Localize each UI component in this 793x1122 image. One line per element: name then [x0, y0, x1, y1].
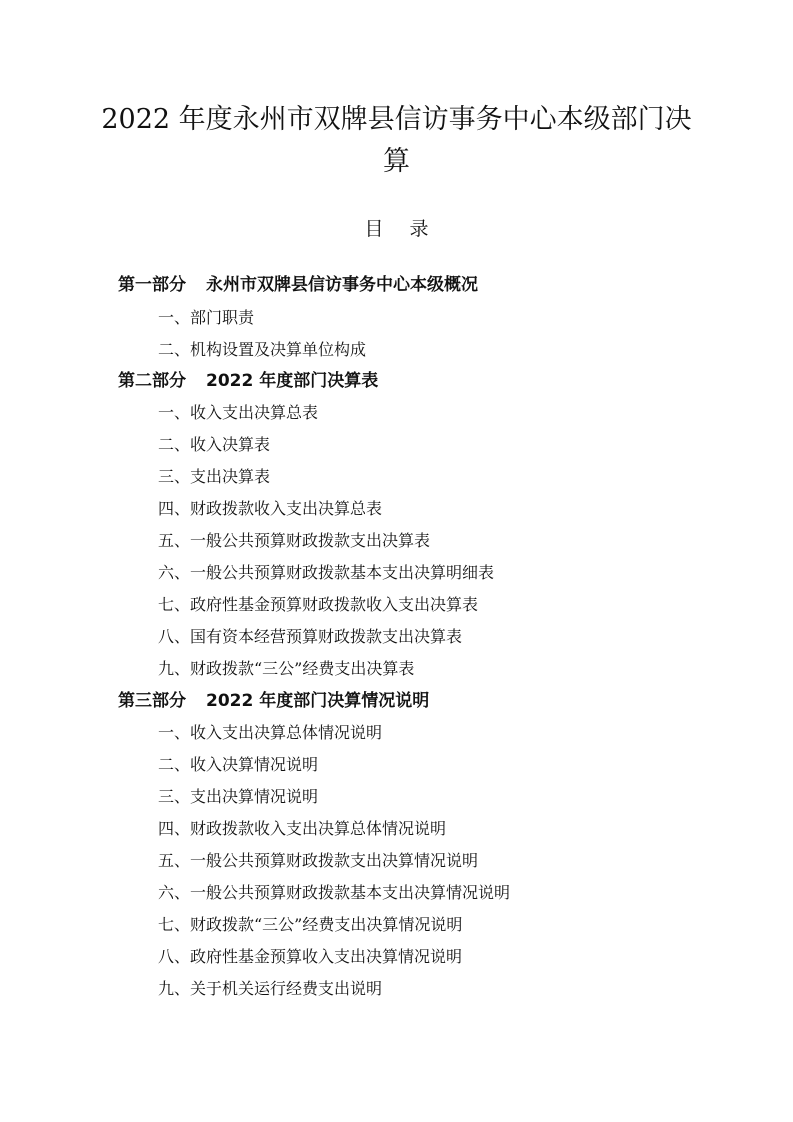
- toc-heading: 目 录: [364, 218, 439, 240]
- document-title-line-1: 2022 年度永州市双牌县信访事务中心本级部门决: [101, 104, 692, 135]
- toc-item[interactable]: 九、关于机关运行经费支出说明: [158, 979, 383, 998]
- toc-item[interactable]: 四、财政拨款收入支出决算总体情况说明: [158, 819, 447, 838]
- toc-item[interactable]: 五、一般公共预算财政拨款支出决算情况说明: [158, 851, 479, 870]
- toc-item[interactable]: 八、政府性基金预算收入支出决算情况说明: [158, 947, 463, 966]
- toc-item[interactable]: 三、支出决算表: [158, 467, 271, 486]
- toc-item[interactable]: 七、政府性基金预算财政拨款收入支出决算表: [158, 595, 479, 614]
- toc-part-number: 第一部分: [118, 275, 186, 295]
- document-title-line-2: 算: [383, 146, 410, 177]
- toc-item[interactable]: 二、收入决算情况说明: [158, 755, 319, 774]
- toc-item[interactable]: 五、一般公共预算财政拨款支出决算表: [158, 531, 431, 550]
- toc-item[interactable]: 八、国有资本经营预算财政拨款支出决算表: [158, 627, 463, 646]
- toc-item[interactable]: 一、部门职责: [158, 308, 255, 327]
- toc-item[interactable]: 四、财政拨款收入支出决算总表: [158, 499, 383, 518]
- toc-part-1[interactable]: [118, 273, 478, 297]
- toc-item[interactable]: 一、收入支出决算总体情况说明: [158, 723, 383, 742]
- toc-part-title: 2022 年度部门决算表: [206, 371, 379, 391]
- toc-item[interactable]: 一、收入支出决算总表: [158, 403, 319, 422]
- toc-item[interactable]: 六、一般公共预算财政拨款基本支出决算明细表: [158, 563, 495, 582]
- toc-item[interactable]: 三、支出决算情况说明: [158, 787, 319, 806]
- toc-item[interactable]: 七、财政拨款“三公”经费支出决算情况说明: [158, 915, 463, 934]
- toc-part-3[interactable]: [118, 689, 429, 713]
- toc-part-number: 第三部分: [118, 691, 186, 711]
- toc-part-2[interactable]: [118, 369, 378, 393]
- toc-item[interactable]: 六、一般公共预算财政拨款基本支出决算情况说明: [158, 883, 511, 902]
- toc-part-title: 永州市双牌县信访事务中心本级概况: [206, 275, 478, 295]
- toc-item[interactable]: 二、收入决算表: [158, 435, 271, 454]
- toc-part-number: 第二部分: [118, 371, 186, 391]
- toc-item[interactable]: 二、机构设置及决算单位构成: [158, 340, 367, 359]
- toc-part-title: 2022 年度部门决算情况说明: [206, 691, 430, 711]
- toc-item[interactable]: 九、财政拨款“三公”经费支出决算表: [158, 659, 415, 678]
